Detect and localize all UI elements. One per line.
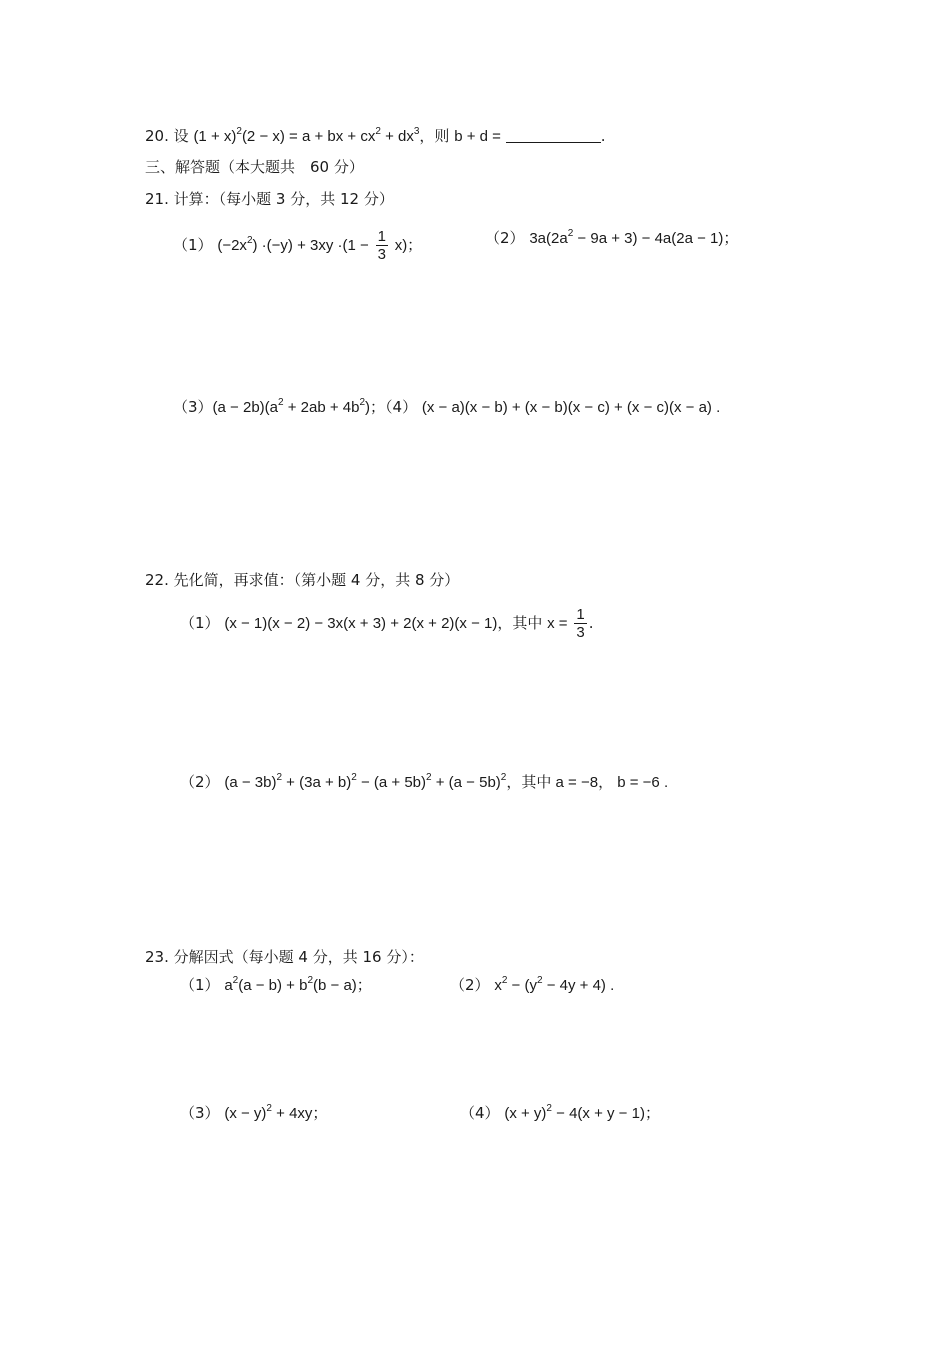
answer-blank[interactable] — [506, 128, 601, 143]
q21-part-2 — [485, 228, 738, 249]
q22-part-2 — [180, 772, 668, 793]
math-expression: $3a(2a^2 - 9a + 3) - 4a(2a - 1)$； — [529, 228, 739, 247]
q22-part-1 — [180, 606, 593, 641]
part-label: （1） — [173, 236, 213, 254]
q23-part-2 — [450, 975, 614, 996]
math-expression: $(-2x^2) \cdot(-y) + 3xy \cdot(1$ − — [217, 235, 369, 254]
question-20 — [145, 126, 605, 147]
math-expression: $(x + y)^2 - 4(x + y - 1)$； — [504, 1103, 660, 1122]
q23-part-3 — [180, 1103, 327, 1124]
math-expression: (x − a)(x − b) + (x − b)(x − c) + (x − c)(x − a) . — [421, 399, 721, 416]
q23-part-1 — [180, 975, 372, 996]
part-label: （3） — [173, 398, 213, 416]
q21-part-1 — [173, 228, 422, 263]
question-text: ，则 — [419, 127, 450, 145]
math-expression: $(1 + x)^2(2 - x) = a$ + bx + $cx^2 + dx^3$ — [193, 126, 420, 145]
fraction: $\frac{1}{3}$ — [576, 606, 585, 641]
part-label: （1） — [180, 614, 220, 632]
question-number: 20. — [145, 127, 169, 145]
part-label: （2） — [450, 976, 490, 994]
question-23-title: 23. 分解因式（每小题 4 分，共 16 分）： — [145, 948, 424, 966]
math-expression: $x^2 - (y^2 - 4y + 4)$ . — [494, 975, 615, 994]
math-expression: $(a - 2b)(a^2 + 2ab + 4b^2)$； — [212, 397, 386, 416]
period: . — [600, 127, 606, 145]
math-expression: $(a - 3b)^2 + (3a + b)^2 - (a + 5b)^2 + (a - 5b)^2$，其中 a = −8， b = −6 . — [224, 772, 669, 791]
math-expression: $a^2(a - b) + b^2(b - a)$； — [224, 975, 372, 994]
part-label: （4） — [385, 398, 418, 416]
part-label: （1） — [180, 976, 220, 994]
question-22-title: 22. 先化简，再求值：（第小题 4 分，共 8 分） — [145, 571, 460, 589]
part-label: （4） — [460, 1104, 500, 1122]
math-expression: (x − 1)(x − 2) − 3x(x + 3) + 2(x + 2)(x − 1)，其中 — [224, 615, 543, 632]
question-text: 设 — [173, 127, 189, 145]
math-expression: x = — [547, 615, 568, 632]
part-label: （3） — [180, 1104, 220, 1122]
q23-part-4 — [460, 1103, 660, 1124]
question-21-title: 21. 计算：（每小题 3 分，共 12 分） — [145, 190, 394, 208]
section-heading: 三、解答题（本大题共 60 分） — [145, 158, 364, 176]
math-expression: $(x - y)^2 + 4xy$； — [224, 1103, 328, 1122]
math-expression: x)； — [394, 237, 423, 254]
q21-part-3-4 — [173, 397, 720, 418]
fraction: $\frac{1}{3}$ — [377, 228, 386, 263]
math-expression: b + d = — [454, 128, 501, 145]
part-label: （2） — [180, 773, 220, 791]
period: . — [588, 614, 594, 632]
part-label: （2） — [485, 229, 525, 247]
